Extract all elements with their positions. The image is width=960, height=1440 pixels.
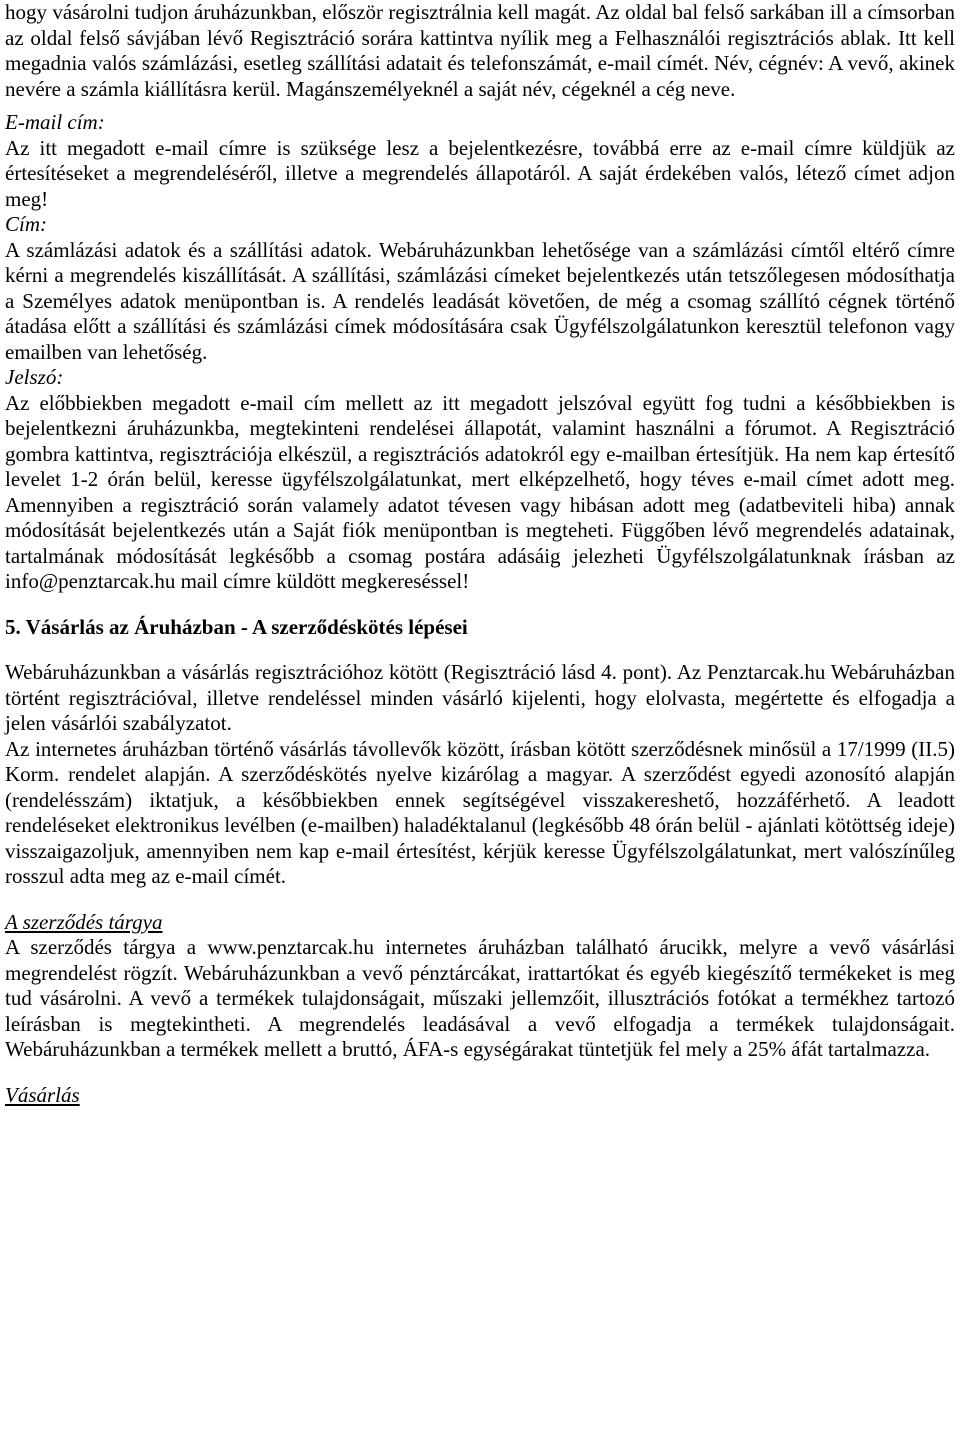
password-paragraph: Az előbbiekben megadott e-mail cím mellett az itt megadott jelszóval együtt fog tudni a későbbiekben is bejelentkezni áruházunkba, megtekinteni rendelései állapotát, valamint használni a fórumot. A Regisztráció gombra kattintva, regisztrációja elkészül, a regisztrációs adatokról egy e-mailban értesítjük. Ha nem kap értesítő levelet 1-2 órán belül, keresse ügyfélszolgálatunkat, mert elképzelhető, hogy téves e-mail címet adott meg. Amennyiben a regisztráció során valamely adatot tévesen vagy hibásan adott meg (adatbeviteli hiba) annak módosítását bejelentkezés után a Saját fiók menüpontban is megteheti. Függőben lévő megrendelés adatainak, tartalmának módosítását legkésőbb a csomag postára adásáig jelezheti Ügyfélszolgálatunknak írásban az info@penztarcak.hu mail címre küldött megkereséssel! — [5, 390, 955, 593]
email-paragraph: Az itt megadott e-mail címre is szüksége lesz a bejelentkezésre, továbbá erre az e-mail címre küldjük az értesítéseket a megrendeléséről, illetve a megrendelés állapotáról. A saját érdekében valós, létező címet adjon meg! — [5, 135, 955, 211]
intro-paragraph: hogy vásárolni tudjon áruházunkban, először regisztrálnia kell magát. Az oldal bal felső sarkában ill a címsorban az oldal felső sávjában lévő Regisztráció sorára kattintva nyílik meg a Felhasználói regisztrációs ablak. Itt kell megadnia valós számlázási, esetleg szállítási adatait és telefonszámát, e-mail címét. Név, cégnév: A vevő, akinek nevére a számla kiállításra kerül. Magánszemélyeknél a saját név, cégeknél a cég neve. — [5, 0, 955, 101]
password-label: Jelszó: — [5, 365, 64, 389]
address-paragraph: A számlázási adatok és a szállítási adatok. Webáruházunkban lehetősége van a számlázási címtől eltérő címre kérni a megrendelés kiszállítását. A szállítási, számlázási címeket bejelentkezés után tetszőlegesen módosíthatja a Személyes adatok menüpontban is. A rendelés leadását követően, de még a csomag szállító cégnek történő átadása előtt a szállítási és számlázási címek módosítására csak Ügyfélszolgálatunkon keresztül telefonon vagy emailben van lehetőség. — [5, 237, 955, 364]
address-label: Cím: — [5, 212, 47, 236]
spacer — [5, 890, 955, 910]
section5-paragraph-1: Webáruházunkban a vásárlás regisztrációhoz kötött (Regisztráció lásd 4. pont). Az Penztarcak.hu Webáruházban történt regisztrációval, illetve rendeléssel minden vásárló kijelenti, hogy elolvasta, megértette és elfogadja a jelen vásárlói szabályzatot. — [5, 660, 955, 735]
purchase-heading: Vásárlás — [5, 1082, 80, 1107]
email-label: E-mail cím: — [5, 110, 105, 134]
document-page — [5, 0, 955, 1108]
section5-paragraph-2: Az internetes áruházban történő vásárlás távollevők között, írásban kötött szerződésnek minősül a 17/1999 (II.5) Korm. rendelet alapján. A szerződéskötés nyelve kizárólag a magyar. A szerződést egyedi azonosító alapján (rendelésszám) iktatjuk, a későbbiekben ennek segítségével visszakereshető, hozzáférhető. A leadott rendeléseket elektronikus levélben (e-mailben) haladéktalanul (legkésőbb 48 órán belül - ajánlati kötöttség ideje) visszaigazoljuk, amennyiben nem kap e-mail értesítést, kérjük keresse Ügyfélszolgálatunkat, mert valószínűleg rosszul adta meg az e-mail címét. — [5, 736, 955, 888]
spacer — [5, 102, 955, 110]
subject-heading: A szerződés tárgya — [5, 909, 163, 934]
subject-paragraph: A szerződés tárgya a www.penztarcak.hu internetes áruházban található árucikk, melyre a vevő vásárlási megrendelést rögzít. Webáruházunkban a vevő pénztárcákat, irattartókat és egyéb kiegészítő termékeket is meg tud vásárolni. A vevő a termékek tulajdonságait, műszaki jellemzőit, illusztrációs fotókat a termékhez tartozó leírásban is megtekintheti. A megrendelés leadásával a vevő elfogadja a termékek tulajdonságait. Webáruházunkban a termékek mellett a bruttó, ÁFA-s egységárakat tüntetjük fel mely a 25% áfát tartalmazza. — [5, 935, 955, 1061]
spacer — [5, 595, 955, 615]
spacer — [5, 640, 955, 660]
spacer — [5, 1063, 955, 1083]
section5-heading: 5. Vásárlás az Áruházban - A szerződéskötés lépései — [5, 614, 468, 639]
